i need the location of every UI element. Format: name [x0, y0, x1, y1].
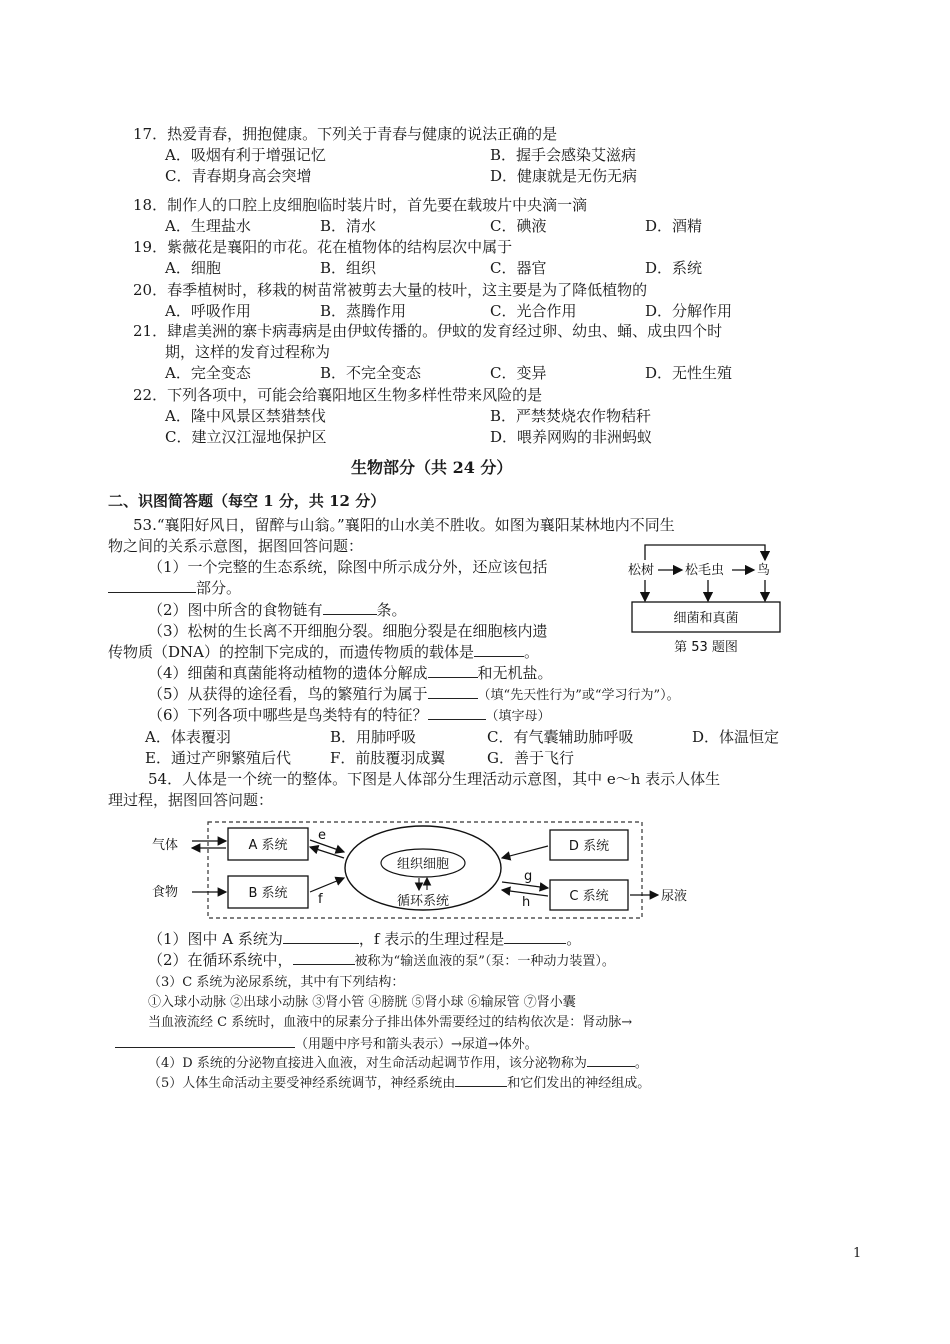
- system-c-label: C 系统: [569, 889, 609, 904]
- q53-sub3: （3）松树的生长离不开细胞分裂。细胞分裂是在细胞核内遗: [148, 622, 548, 640]
- q18-option-d: D．酒精: [645, 217, 703, 235]
- pine-label: 松树: [628, 563, 655, 578]
- q54-intro-line2: 理过程，据图回答问题：: [108, 791, 274, 809]
- q54-sub1: （1）图中 A 系统为 ，f 表示的生理过程是 。: [148, 930, 582, 948]
- q54-sub3-answer: （用题中序号和箭头表示）→尿道→体外。: [115, 1033, 538, 1055]
- q20-option-c: C．光合作用: [490, 302, 577, 320]
- circulation-label: 循环系统: [396, 894, 450, 909]
- answer-blank[interactable]: [428, 705, 486, 720]
- q53-option-g: G．善于飞行: [487, 749, 574, 767]
- q53-sub2: （2）图中所含的食物链有 条。: [148, 601, 407, 619]
- page-number: 1: [853, 1246, 862, 1261]
- answer-blank[interactable]: [428, 684, 478, 699]
- figure-53-caption: 第 53 题图: [674, 640, 738, 655]
- q19-option-c: C．器官: [490, 259, 547, 277]
- process-h-label: h: [522, 895, 531, 910]
- q53-intro-line2: 物之间的关系示意图，据图回答问题：: [108, 537, 364, 555]
- q21-stem-line1: 21．肆虐美洲的寨卡病毒病是由伊蚊传播的。伊蚊的发育经过卵、幼虫、蛹、成虫四个时: [133, 322, 723, 340]
- system-d-label: D 系统: [568, 839, 610, 854]
- q53-sub1: （1）一个完整的生态系统，除图中所示成分外，还应该包括: [148, 558, 548, 576]
- q22-option-a: A．隆中风景区禁猎禁伐: [165, 407, 326, 425]
- q17-option-d: D．健康就是无伤无病: [490, 167, 638, 185]
- answer-blank[interactable]: [474, 642, 524, 657]
- process-f-label: f: [318, 892, 323, 907]
- q21-option-a: A．完全变态: [165, 364, 251, 382]
- q53-option-f: F．前肢覆羽成翼: [330, 749, 446, 767]
- q17-stem: 17．热爱青春，拥抱健康。下列关于青春与健康的说法正确的是: [133, 125, 558, 143]
- answer-blank[interactable]: [293, 950, 355, 965]
- answer-blank[interactable]: [504, 929, 566, 944]
- decomposers-label: 细菌和真菌: [673, 611, 739, 626]
- process-g-label: g: [524, 869, 533, 884]
- answer-blank[interactable]: [428, 663, 478, 678]
- q19-option-d: D．系统: [645, 259, 703, 277]
- q20-option-a: A．呼吸作用: [165, 302, 251, 320]
- pine-to-bird-arrow: [645, 545, 765, 560]
- q22-option-b: B．严禁焚烧农作物秸秆: [490, 407, 652, 425]
- q54-structures-list: ①入球小动脉 ②出球小动脉 ③肾小管 ④膀胱 ⑤肾小球 ⑥输尿管 ⑦肾小囊: [148, 995, 576, 1010]
- q53-option-c: C．有气囊辅助肺呼吸: [487, 728, 634, 746]
- q53-sub6: （6）下列各项中哪些是鸟类特有的特征？ （填字母）: [148, 706, 551, 724]
- q19-option-b: B．组织: [320, 259, 377, 277]
- q18-stem: 18．制作人的口腔上皮细胞临时装片时，首先要在载玻片中央滴一滴: [133, 196, 588, 214]
- human-systems-diagram: [140, 818, 710, 928]
- q53-sub1-cont: 部分。: [108, 578, 241, 598]
- q53-option-d: D．体温恒定: [692, 728, 780, 746]
- food-label: 食物: [152, 885, 179, 900]
- tissue-cells-label: 组织细胞: [396, 857, 450, 872]
- answer-blank[interactable]: [323, 600, 377, 615]
- q54-sub4: （4）D 系统的分泌物直接进入血液，对生命活动起调节作用，该分泌物称为 。: [148, 1052, 648, 1074]
- q19-stem: 19．紫薇花是襄阳的市花。花在植物体的结构层次中属于: [133, 238, 513, 256]
- section-title: 生物部分（共 24 分）: [351, 458, 513, 477]
- q20-option-d: D．分解作用: [645, 302, 733, 320]
- q53-option-b: B．用肺呼吸: [330, 728, 417, 746]
- q20-option-b: B．蒸腾作用: [320, 302, 407, 320]
- q22-option-c: C．建立汉江湿地保护区: [165, 428, 327, 446]
- q53-intro-line1: 53.“襄阳好风日，留醉与山翁。”襄阳的山水美不胜收。如图为襄阳某林地内不同生: [133, 516, 675, 534]
- system-a-label: A 系统: [248, 838, 288, 853]
- q18-option-a: A．生理盐水: [165, 217, 251, 235]
- part2-heading: 二、识图简答题（每空 1 分，共 12 分）: [108, 492, 386, 510]
- q54-sub3: （3）C 系统为泌尿系统，其中有下列结构：: [148, 975, 405, 990]
- q21-option-b: B．不完全变态: [320, 364, 422, 382]
- caterpillar-label: 松毛虫: [685, 563, 725, 578]
- q53-option-e: E．通过产卵繁殖后代: [145, 749, 291, 767]
- answer-blank[interactable]: [587, 1052, 635, 1067]
- q22-stem: 22．下列各项中，可能会给襄阳地区生物多样性带来风险的是: [133, 386, 543, 404]
- q53-sub3-cont: 传物质（DNA）的控制下完成的，而遗传物质的载体是 。: [108, 643, 540, 661]
- q18-option-c: C．碘液: [490, 217, 547, 235]
- q53-option-a: A．体表覆羽: [145, 728, 231, 746]
- answer-blank[interactable]: [115, 1033, 295, 1048]
- q53-sub4: （4）细菌和真菌能将动植物的遗体分解成 和无机盐。: [148, 664, 553, 682]
- q17-option-b: B．握手会感染艾滋病: [490, 146, 637, 164]
- q53-sub5: （5）从获得的途径看，鸟的繁殖行为属于 （填“先天性行为”或“学习行为”）。: [148, 685, 680, 703]
- q54-sub3-cont: 当血液流经 C 系统时，血液中的尿素分子排出体外需要经过的结构依次是：肾动脉→: [148, 1015, 633, 1030]
- q21-option-c: C．变异: [490, 364, 547, 382]
- q54-intro-line1: 54．人体是一个统一的整体。下图是人体部分生理活动示意图，其中 e～h 表示人体生: [148, 770, 721, 788]
- food-chain-diagram: [620, 538, 790, 658]
- bird-label: 鸟: [757, 563, 771, 578]
- q22-option-d: D．喂养网购的非洲蚂蚁: [490, 428, 653, 446]
- q21-stem-line2: 期，这样的发育过程称为: [165, 343, 331, 361]
- q54-sub5: （5）人体生命活动主要受神经系统调节，神经系统由 和它们发出的神经组成。: [148, 1072, 650, 1094]
- answer-blank[interactable]: [455, 1072, 507, 1087]
- q17-option-c: C．青春期身高会突增: [165, 167, 312, 185]
- q17-option-a: A．吸烟有利于增强记忆: [165, 146, 326, 164]
- gas-label: 气体: [152, 838, 179, 853]
- q20-stem: 20．春季植树时，移栽的树苗常被剪去大量的枝叶，这主要是为了降低植物的: [133, 281, 648, 299]
- urine-label: 尿液: [661, 889, 688, 904]
- process-e-label: e: [318, 828, 326, 843]
- system-b-label: B 系统: [248, 886, 288, 901]
- q54-sub2: （2）在循环系统中， 被称为“输送血液的泵”（泵：一种动力装置）。: [148, 951, 615, 969]
- answer-blank[interactable]: [108, 578, 196, 593]
- q18-option-b: B．清水: [320, 217, 377, 235]
- q21-option-d: D．无性生殖: [645, 364, 733, 382]
- q19-option-a: A．细胞: [165, 259, 221, 277]
- answer-blank[interactable]: [283, 929, 359, 944]
